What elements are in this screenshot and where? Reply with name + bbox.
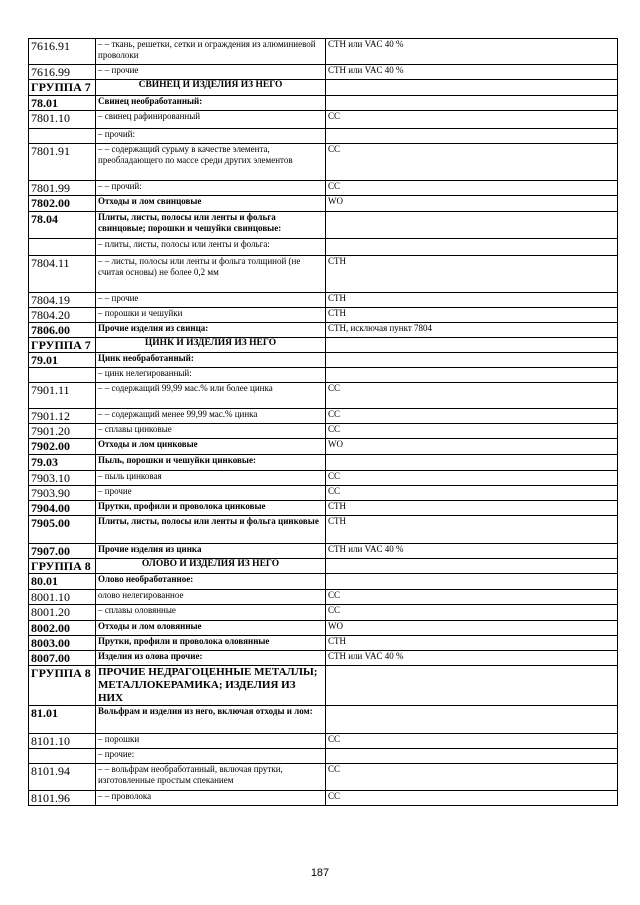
origin-rule-cell: СС <box>326 764 618 791</box>
table-row <box>29 734 618 749</box>
origin-rule-cell: СТН <box>326 636 618 651</box>
table-row <box>29 471 618 486</box>
code-cell: 7901.11 <box>29 383 96 409</box>
description-cell: – – проволока <box>96 791 326 806</box>
description-cell: ОЛОВО И ИЗДЕЛИЯ ИЗ НЕГО <box>96 559 326 574</box>
description-cell: Изделия из олова прочие: <box>96 651 326 666</box>
description-cell: Плиты, листы, полосы или ленты и фольга свинцовые; порошки и чешуйки свинцовые: <box>96 212 326 239</box>
table-row <box>29 129 618 144</box>
table-row <box>29 636 618 651</box>
code-cell: ГРУППА 8 <box>29 666 96 706</box>
table-row <box>29 791 618 806</box>
code-cell: ГРУППА 7 <box>29 80 96 96</box>
code-cell: 7804.11 <box>29 256 96 293</box>
table-row <box>29 544 618 559</box>
description-cell: – – листы, полосы или ленты и фольга толщиной (не считая основы) не более 0,2 мм <box>96 256 326 293</box>
description-cell: Прочие изделия из цинка <box>96 544 326 559</box>
description-cell: Прочие изделия из свинца: <box>96 323 326 338</box>
origin-rule-cell <box>326 80 618 96</box>
origin-rule-cell: СС <box>326 471 618 486</box>
table-row <box>29 621 618 636</box>
table-row <box>29 323 618 338</box>
description-cell: – – ткань, решетки, сетки и ограждения из алюминиевой проволоки <box>96 39 326 65</box>
table-row <box>29 96 618 111</box>
description-cell: – сплавы цинковые <box>96 424 326 439</box>
origin-rule-cell: WO <box>326 439 618 455</box>
origin-rule-cell: СС <box>326 734 618 749</box>
description-cell: – прочие: <box>96 749 326 764</box>
code-cell: 7801.10 <box>29 111 96 129</box>
code-cell: 79.03 <box>29 455 96 471</box>
description-cell: ПРОЧИЕ НЕДРАГОЦЕННЫЕ МЕТАЛЛЫ; МЕТАЛЛОКЕРАМИКА; ИЗДЕЛИЯ ИЗ НИХ <box>96 666 326 706</box>
origin-rule-cell: WO <box>326 621 618 636</box>
table-row <box>29 368 618 383</box>
code-cell: 7905.00 <box>29 516 96 544</box>
table-row <box>29 256 618 293</box>
page-number: 187 <box>310 867 330 879</box>
code-cell: 7901.12 <box>29 409 96 424</box>
origin-rule-cell: СТН, исключая пункт 7804 <box>326 323 618 338</box>
origin-rule-cell: СТН <box>326 501 618 516</box>
code-cell: 78.01 <box>29 96 96 111</box>
table-row <box>29 144 618 181</box>
table-row <box>29 501 618 516</box>
origin-rule-cell <box>326 239 618 256</box>
description-cell: – прочие <box>96 486 326 501</box>
code-cell: 8101.96 <box>29 791 96 806</box>
table-row <box>29 455 618 471</box>
table-row <box>29 516 618 544</box>
table-row <box>29 80 618 96</box>
table-row <box>29 39 618 65</box>
table-row <box>29 559 618 574</box>
description-cell: – – вольфрам необработанный, включая прутки, изготовленные простым спеканием <box>96 764 326 791</box>
code-cell <box>29 129 96 144</box>
table-row <box>29 293 618 308</box>
table-row <box>29 764 618 791</box>
table-row <box>29 424 618 439</box>
origin-rule-cell <box>326 353 618 368</box>
code-cell: 7802.00 <box>29 196 96 212</box>
origin-rule-cell: СТН или VAC 40 % <box>326 651 618 666</box>
origin-rule-cell <box>326 338 618 353</box>
code-cell: 8003.00 <box>29 636 96 651</box>
origin-rule-cell: СТН <box>326 256 618 293</box>
description-cell: – – прочие <box>96 293 326 308</box>
code-cell: 81.01 <box>29 706 96 734</box>
origin-rule-cell: СС <box>326 424 618 439</box>
code-cell <box>29 749 96 764</box>
origin-rule-cell <box>326 749 618 764</box>
origin-rule-cell: СС <box>326 791 618 806</box>
description-cell: – – содержащий менее 99,99 мас.% цинка <box>96 409 326 424</box>
code-cell: 80.01 <box>29 574 96 590</box>
code-cell <box>29 368 96 383</box>
code-cell <box>29 239 96 256</box>
description-cell: – порошки <box>96 734 326 749</box>
table-row <box>29 338 618 353</box>
origin-rule-cell: СС <box>326 144 618 181</box>
table-row <box>29 181 618 196</box>
description-cell: Прутки, профили и проволока цинковые <box>96 501 326 516</box>
description-cell: – свинец рафинированный <box>96 111 326 129</box>
code-cell: 7903.10 <box>29 471 96 486</box>
description-cell: – плиты, листы, полосы или ленты и фольга: <box>96 239 326 256</box>
description-cell: Отходы и лом свинцовые <box>96 196 326 212</box>
table-row <box>29 212 618 239</box>
origin-rule-cell <box>326 706 618 734</box>
description-cell: – – прочие <box>96 65 326 80</box>
table-row <box>29 486 618 501</box>
origin-rule-cell: СС <box>326 383 618 409</box>
origin-rule-cell: СТН или VAC 40 % <box>326 544 618 559</box>
description-cell: – пыль цинковая <box>96 471 326 486</box>
code-cell: ГРУППА 7 <box>29 338 96 353</box>
origin-rule-cell: СТН или VAC 40 % <box>326 65 618 80</box>
code-cell: 8002.00 <box>29 621 96 636</box>
code-cell: 7901.20 <box>29 424 96 439</box>
origin-rule-cell <box>326 368 618 383</box>
description-cell: Вольфрам и изделия из него, включая отходы и лом: <box>96 706 326 734</box>
code-cell: 7801.99 <box>29 181 96 196</box>
code-cell: 7904.00 <box>29 501 96 516</box>
origin-rule-cell <box>326 574 618 590</box>
description-cell: Плиты, листы, полосы или ленты и фольга цинковые <box>96 516 326 544</box>
origin-rule-cell <box>326 96 618 111</box>
table-row <box>29 590 618 605</box>
code-cell: 8007.00 <box>29 651 96 666</box>
code-cell: 7616.99 <box>29 65 96 80</box>
table-row <box>29 353 618 368</box>
origin-rule-cell: СС <box>326 486 618 501</box>
code-cell: 7806.00 <box>29 323 96 338</box>
code-cell: 8001.10 <box>29 590 96 605</box>
table-row <box>29 111 618 129</box>
description-cell: СВИНЕЦ И ИЗДЕЛИЯ ИЗ НЕГО <box>96 80 326 96</box>
table-row <box>29 574 618 590</box>
origin-rule-cell <box>326 455 618 471</box>
description-cell: ЦИНК И ИЗДЕЛИЯ ИЗ НЕГО <box>96 338 326 353</box>
origin-rule-cell <box>326 212 618 239</box>
description-cell: Пыль, порошки и чешуйки цинковые: <box>96 455 326 471</box>
code-cell: 8101.94 <box>29 764 96 791</box>
description-cell: олово нелегированное <box>96 590 326 605</box>
description-cell: – – содержащий сурьму в качестве элемента, преобладающего по массе среди других элементов <box>96 144 326 181</box>
description-cell: Олово необработанное: <box>96 574 326 590</box>
origin-rule-cell: СС <box>326 181 618 196</box>
origin-rule-cell: СС <box>326 111 618 129</box>
code-cell: 79.01 <box>29 353 96 368</box>
table-row <box>29 651 618 666</box>
description-cell: Цинк необработанный: <box>96 353 326 368</box>
table-row <box>29 383 618 409</box>
table-row <box>29 706 618 734</box>
table-row <box>29 239 618 256</box>
table-row <box>29 439 618 455</box>
code-cell: 7804.19 <box>29 293 96 308</box>
code-cell: 8101.10 <box>29 734 96 749</box>
description-cell: – – содержащий 99,99 мас.% или более цинка <box>96 383 326 409</box>
origin-rule-cell <box>326 666 618 706</box>
origin-rule-cell: WO <box>326 196 618 212</box>
description-cell: – цинк нелегированный: <box>96 368 326 383</box>
code-cell: 7907.00 <box>29 544 96 559</box>
origin-rule-cell: СТН или VAC 40 % <box>326 39 618 65</box>
origin-rule-cell: СТН <box>326 516 618 544</box>
origin-rule-cell <box>326 559 618 574</box>
code-cell: 7804.20 <box>29 308 96 323</box>
table-row <box>29 65 618 80</box>
description-cell: Отходы и лом цинковые <box>96 439 326 455</box>
description-cell: – порошки и чешуйки <box>96 308 326 323</box>
table-row <box>29 196 618 212</box>
origin-rule-cell: СТН <box>326 293 618 308</box>
origin-rule-cell: СС <box>326 409 618 424</box>
code-cell: 7801.91 <box>29 144 96 181</box>
code-cell: 78.04 <box>29 212 96 239</box>
table-row <box>29 749 618 764</box>
code-cell: 7616.91 <box>29 39 96 65</box>
origin-rule-cell: СС <box>326 590 618 605</box>
code-cell: 8001.20 <box>29 605 96 621</box>
origin-rule-cell: СС <box>326 605 618 621</box>
description-cell: Свинец необработанный: <box>96 96 326 111</box>
origin-rule-cell <box>326 129 618 144</box>
origin-rule-cell: СТН <box>326 308 618 323</box>
table-row <box>29 308 618 323</box>
description-cell: – сплавы оловянные <box>96 605 326 621</box>
table-row <box>29 409 618 424</box>
code-cell: 7903.90 <box>29 486 96 501</box>
description-cell: Прутки, профили и проволока оловянные <box>96 636 326 651</box>
table-row <box>29 605 618 621</box>
description-cell: Отходы и лом оловянные <box>96 621 326 636</box>
code-cell: ГРУППА 8 <box>29 559 96 574</box>
description-cell: – прочий: <box>96 129 326 144</box>
table-row <box>29 666 618 706</box>
rules-of-origin-table <box>28 38 618 806</box>
code-cell: 7902.00 <box>29 439 96 455</box>
description-cell: – – прочий: <box>96 181 326 196</box>
